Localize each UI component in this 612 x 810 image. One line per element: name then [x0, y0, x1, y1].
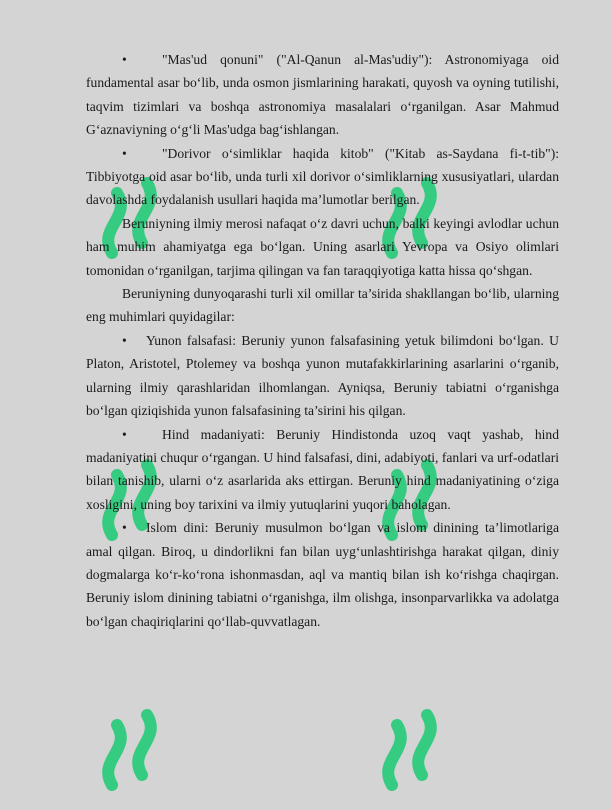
watermark-logo — [372, 680, 462, 810]
paragraph-text: Beruniyning ilmiy merosi nafaqat o‘z davri uchun, balki keyingi avlodlar uchun ham muhim ahamiyatga ega bo‘lgan. Uning asarlari Yevropa va Osiyo olimlari tomonidan o‘rganilgan, tarjima qilingan va fan taraqqiyotiga katta hissa qo‘shgan. — [86, 215, 559, 278]
paragraph-text: "Dorivor o‘simliklar haqida kitob" ("Kitab as-Saydana fi-t-tib"): Tibbiyotga oid asar bo‘lib, unda turli xil dorivor o‘simliklarning xususiyatlari, ulardan davolashda foydalanish usullari haqida ma’lumotlar berilgan. — [86, 145, 559, 208]
bullet-marker: • — [122, 52, 127, 67]
watermark-logo — [92, 680, 182, 810]
bullet-marker: • — [122, 520, 127, 536]
bullet-marker: • — [122, 426, 127, 442]
paragraph-text: Yunon falsafasi: Beruniy yunon falsafasining yetuk bilimdoni bo‘lgan. U Platon, Aristotel, Ptolemey va boshqa yunon mutafakkirlarining asarlarini o‘rganib, ularning ilmiy qarashlaridan ilhomlangan. Ayniqsa, Beruniy tabiatni o‘rganishga bo‘lgan qiziqishida yunon falsafasining ta’sirini his qilgan. — [86, 332, 559, 419]
bullet-paragraph — [86, 516, 559, 633]
bullet-paragraph — [86, 48, 559, 142]
bullet-paragraph — [86, 142, 559, 212]
paragraph-text: Hind madaniyati: Beruniy Hindistonda uzoq vaqt yashab, hind madaniyatini chuqur o‘rgangan. U hind falsafasi, dini, adabiyoti, fanlari va urf-odatlari bilan tanishib, ularni o‘z asarlarida aks ettirgan. Beruniy hind madaniyatining o‘ziga xosligini, uning boy tarixini va ilmiy yutuqlarini yuqori baholagan. — [86, 426, 559, 512]
bullet-marker: • — [122, 332, 127, 348]
paragraph — [86, 282, 559, 329]
paragraph — [86, 212, 559, 282]
paragraph-text: "Mas'ud qonuni" ("Al-Qanun al-Mas'udiy"): Astronomiyaga oid fundamental asar bo‘lib, unda osmon jismlarining harakati, quyosh va oyning tutilishi, taqvim tizimlari va boshqa astronomiya masalalari o‘rganilgan. Asar Mahmud G‘aznaviyning o‘g‘li Mas'udga bag‘ishlangan. — [86, 52, 559, 138]
paragraph-text: Beruniyning dunyoqarashi turli xil omillar ta’sirida shakllangan bo‘lib, ularning eng muhimlari quyidagilar: — [86, 286, 559, 325]
bullet-marker: • — [122, 145, 127, 161]
bullet-paragraph — [86, 329, 559, 423]
bullet-paragraph — [86, 423, 559, 517]
document-body — [86, 48, 559, 633]
paragraph-text: Islom dini: Beruniy musulmon bo‘lgan va islom dinining ta’limotlariga amal qilgan. Biroq, u dindorlikni fan bilan uyg‘unlashtirishga harakat qilgan, diniy dogmalarga ko‘r-ko‘rona ishonmasdan, aql va mantiq bilan ish ko‘rishga chaqirgan. Beruniy islom dinining tabiatni o‘rganishga, ilm olishga, insonparvarlikka va adolatga bo‘lgan chaqiriqlarini qo‘llab-quvvatlagan. — [86, 520, 559, 629]
